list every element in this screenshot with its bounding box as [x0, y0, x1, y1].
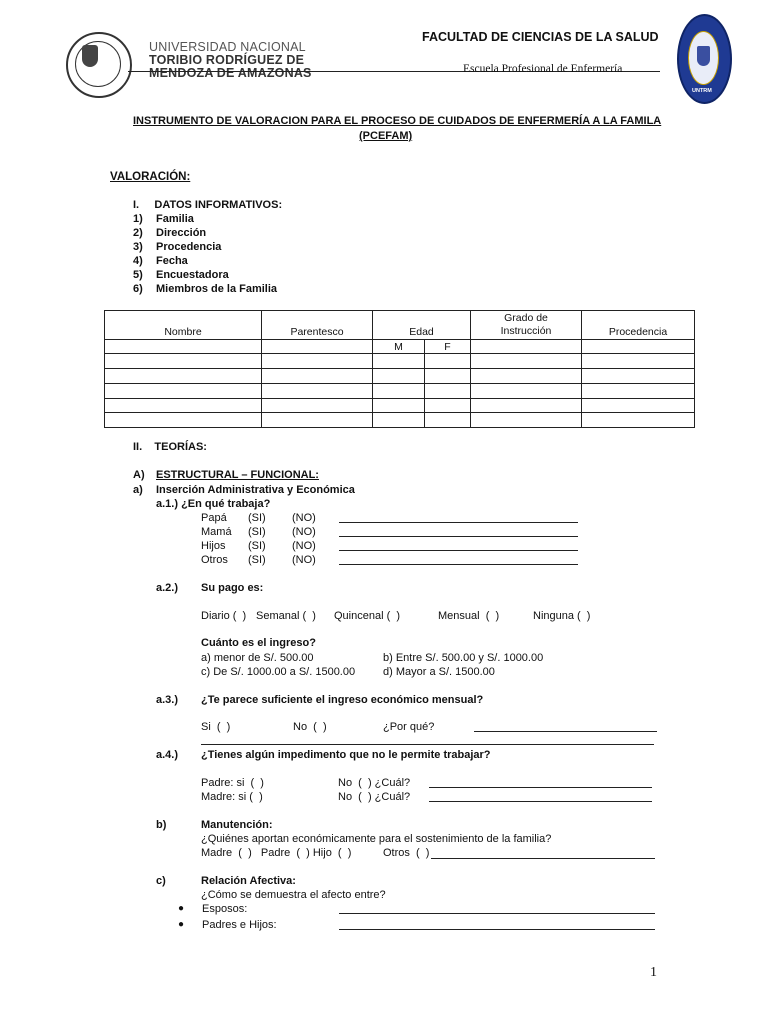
col-parentesco [262, 311, 373, 340]
answer-line[interactable] [339, 536, 578, 537]
table-cell[interactable] [471, 354, 582, 369]
col-grado-label-1: Grado de [504, 312, 548, 324]
document-title-acronym: (PCEFAM) [359, 130, 413, 142]
nursing-school-emblem-icon [677, 14, 732, 104]
list-item-number: 6) [133, 283, 143, 295]
university-seal-icon [66, 32, 132, 98]
list-item-number: 3) [133, 241, 143, 253]
table-cell[interactable] [425, 369, 471, 384]
option-si[interactable]: (SI) [248, 554, 266, 566]
income-option-a[interactable]: a) menor de S/. 500.00 [201, 652, 314, 664]
option-padre-si[interactable]: Padre: si ( ) [201, 777, 264, 789]
list-item-miembros: Miembros de la Familia [156, 283, 278, 295]
why-label: ¿Por qué? [383, 721, 435, 733]
table-cell[interactable] [262, 369, 373, 384]
section-a-sub-number: a) [133, 484, 143, 496]
table-cell[interactable] [105, 384, 262, 399]
question-a3-number: a.3.) [156, 694, 179, 706]
affection-item-padres-hijos: Padres e Hijos: [202, 919, 277, 931]
table-cell[interactable] [373, 413, 425, 428]
list-item-fecha: Fecha [156, 255, 188, 267]
col-grado [471, 311, 582, 340]
table-cell[interactable] [582, 399, 695, 413]
table-row [105, 399, 695, 413]
answer-line[interactable] [339, 929, 655, 930]
table-cell[interactable] [471, 399, 582, 413]
family-members-table [104, 310, 695, 428]
question-a2-number: a.2.) [156, 582, 179, 594]
table-cell[interactable] [471, 340, 582, 354]
col-parentesco-label: Parentesco [290, 326, 344, 338]
list-item-direccion: Dirección [156, 227, 207, 239]
option-si[interactable]: (SI) [248, 540, 266, 552]
answer-line[interactable] [201, 744, 654, 745]
work-row-who: Mamá [201, 526, 232, 538]
table-cell[interactable] [471, 369, 582, 384]
option-no[interactable]: (NO) [292, 512, 316, 524]
table-cell[interactable] [262, 340, 373, 354]
col-edad [373, 311, 471, 340]
table-header-row [105, 311, 695, 340]
table-cell[interactable] [425, 399, 471, 413]
table-cell[interactable] [105, 340, 262, 354]
answer-line[interactable] [339, 522, 578, 523]
table-cell[interactable] [582, 340, 695, 354]
table-cell[interactable] [262, 399, 373, 413]
table-cell[interactable] [582, 413, 695, 428]
option-diario[interactable]: Diario ( ) [201, 610, 247, 622]
option-no[interactable]: (NO) [292, 526, 316, 538]
support-options[interactable]: Madre ( ) Padre ( ) Hijo ( ) [201, 847, 352, 859]
option-mensual[interactable]: Mensual ( ) [438, 610, 500, 622]
option-no[interactable]: (NO) [292, 554, 316, 566]
section-b-number: b) [156, 819, 167, 831]
option-ninguna[interactable]: Ninguna ( ) [533, 610, 591, 622]
question-a1: a.1.) ¿En qué trabaja? [156, 498, 271, 510]
col-procedencia [582, 311, 695, 340]
question-a3-title: ¿Te parece suficiente el ingreso económico mensual? [201, 694, 484, 706]
col-edad-label: Edad [409, 326, 434, 338]
col-edad-m: M [373, 340, 425, 354]
affection-item-esposos: Esposos: [202, 903, 248, 915]
list-item-encuestadora: Encuestadora [156, 269, 229, 281]
table-row [105, 413, 695, 428]
col-edad-f: F [425, 340, 471, 354]
question-a2-title: Su pago es: [201, 582, 264, 594]
col-nombre [105, 311, 262, 340]
work-row-who: Papá [201, 512, 227, 524]
work-row-who: Hijos [201, 540, 226, 552]
section-b-title: Manutención: [201, 819, 273, 831]
income-question: Cuánto es el ingreso? [201, 637, 316, 649]
list-item-number: 4) [133, 255, 143, 267]
work-row-who: Otros [201, 554, 228, 566]
income-option-b[interactable]: b) Entre S/. 500.00 y S/. 1000.00 [383, 652, 544, 664]
page-number: 1 [650, 965, 657, 980]
list-item-number: 1) [133, 213, 143, 225]
section-c-number: c) [156, 875, 166, 887]
section-b-question: ¿Quiénes aportan económicamente para el sostenimiento de la familia? [201, 833, 552, 845]
valoracion-heading: VALORACIÓN: [110, 171, 191, 183]
table-cell[interactable] [471, 384, 582, 399]
option-otros[interactable]: Otros ( ) [383, 847, 430, 859]
section-2-heading: II. TEORÍAS: [133, 441, 207, 453]
bullet-icon: ● [178, 919, 185, 930]
section-c-question: ¿Cómo se demuestra el afecto entre? [201, 889, 386, 901]
university-line1: UNIVERSIDAD NACIONAL [149, 40, 306, 54]
section-1-heading: I. DATOS INFORMATIVOS: [133, 199, 283, 211]
table-row [105, 354, 695, 369]
answer-line[interactable] [429, 787, 652, 788]
faculty-name: FACULTAD DE CIENCIAS DE LA SALUD [422, 30, 659, 44]
table-subheader-row [105, 340, 695, 354]
table-cell[interactable] [105, 413, 262, 428]
school-name: Escuela Profesional de Enfermería [463, 63, 623, 75]
table-cell[interactable] [425, 384, 471, 399]
table-cell[interactable] [373, 354, 425, 369]
list-item-procedencia: Procedencia [156, 241, 222, 253]
table-row [105, 369, 695, 384]
option-si[interactable]: Si ( ) [201, 721, 231, 733]
document-title: INSTRUMENTO DE VALORACION PARA EL PROCESO DE CUIDADOS DE ENFERMERÍA A LA FAMILA [133, 115, 662, 127]
list-item-number: 5) [133, 269, 143, 281]
university-name [149, 41, 312, 80]
table-row [105, 384, 695, 399]
answer-line[interactable] [339, 550, 578, 551]
table-cell[interactable] [373, 399, 425, 413]
option-si[interactable]: (SI) [248, 526, 266, 538]
list-item-familia: Familia [156, 213, 194, 225]
section-c-title: Relación Afectiva: [201, 875, 296, 887]
table-cell[interactable] [373, 369, 425, 384]
section-a-number: A) [133, 469, 145, 481]
bullet-icon: ● [178, 903, 185, 914]
table-cell[interactable] [582, 384, 695, 399]
table-cell[interactable] [262, 354, 373, 369]
option-quincenal[interactable]: Quincenal ( ) [334, 610, 401, 622]
answer-line[interactable] [474, 731, 657, 732]
table-cell[interactable] [425, 413, 471, 428]
col-nombre-label: Nombre [164, 326, 202, 338]
table-cell[interactable] [582, 354, 695, 369]
answer-line[interactable] [339, 913, 655, 914]
option-no[interactable]: (NO) [292, 540, 316, 552]
emblem-label: UNTRM [692, 88, 712, 94]
table-cell[interactable] [105, 369, 262, 384]
answer-line[interactable] [429, 801, 652, 802]
option-no[interactable]: No ( ) [293, 721, 327, 733]
section-a-title: ESTRUCTURAL – FUNCIONAL: [156, 469, 319, 481]
option-si[interactable]: (SI) [248, 512, 266, 524]
col-grado-label-2: Instrucción [500, 325, 552, 337]
university-line3: MENDOZA DE AMAZONAS [149, 66, 312, 80]
option-madre-si[interactable]: Madre: si ( ) [201, 791, 263, 803]
table-cell[interactable] [582, 369, 695, 384]
income-option-c[interactable]: c) De S/. 1000.00 a S/. 1500.00 [201, 666, 356, 678]
table-cell[interactable] [471, 413, 582, 428]
question-a4-title: ¿Tienes algún impedimento que no le permite trabajar? [201, 749, 491, 761]
table-cell[interactable] [262, 413, 373, 428]
option-madre-no[interactable]: No ( ) ¿Cuál? [338, 791, 411, 803]
answer-line[interactable] [431, 858, 655, 859]
question-a4-number: a.4.) [156, 749, 179, 761]
list-item-number: 2) [133, 227, 143, 239]
section-a-sub-title: Inserción Administrativa y Económica [156, 484, 355, 496]
table-cell[interactable] [373, 384, 425, 399]
table-cell[interactable] [105, 399, 262, 413]
option-padre-no[interactable]: No ( ) ¿Cuál? [338, 777, 411, 789]
income-option-d[interactable]: d) Mayor a S/. 1500.00 [383, 666, 495, 678]
option-semanal[interactable]: Semanal ( ) [256, 610, 316, 622]
table-cell[interactable] [262, 384, 373, 399]
col-procedencia-label: Procedencia [608, 326, 668, 338]
table-cell[interactable] [105, 354, 262, 369]
university-line2: TORIBIO RODRÍGUEZ DE [149, 53, 305, 67]
table-cell[interactable] [425, 354, 471, 369]
answer-line[interactable] [339, 564, 578, 565]
